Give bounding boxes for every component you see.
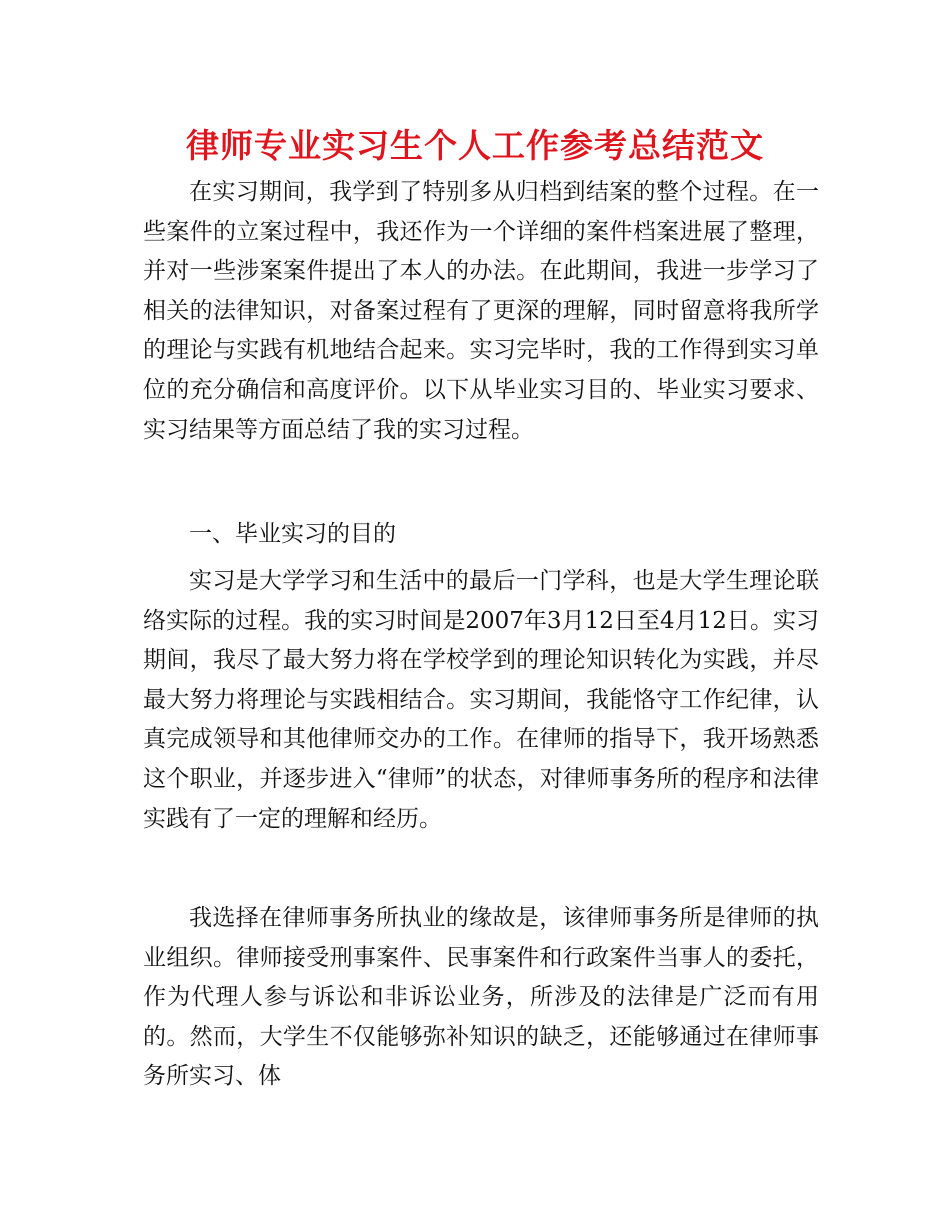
paragraph-text: 我选择在律师事务所执业的缘故是，该律师事务所是律师的执业组织。律师接受刑事案件、民事案件和行政案件当事人的委托，作为代理人参与诉讼和非诉讼业务，所涉及的法律是广泛而有用的。然而，大学生不仅能够弥补知识的缺乏，还能够通过在律师事务所实习、体 <box>143 905 819 1090</box>
paragraph-text: 在实习期间，我学到了特别多从归档到结案的整个过程。在一些案件的立案过程中，我还作为一个详细的案件档案进展了整理，并对一些涉案案件提出了本人的办法。在此期间，我进一步学习了相关的法律知识，对备案过程有了更深的理解，同时留意将我所学的理论与实践有机地结合起来。实习完毕时，我的工作得到实习单位的充分确信和高度评价。以下从毕业实习目的、毕业实习要求、实习结果等方面总结了我的实习过程。 <box>143 179 819 443</box>
paragraph-purpose <box>143 562 819 839</box>
document-title: 律师专业实习生个人工作参考总结范文 <box>186 126 764 165</box>
section-heading <box>143 515 819 555</box>
section-heading-text: 一、毕业实习的目的 <box>189 521 396 547</box>
paragraph-text: 实习是大学学习和生活中的最后一门学科，也是大学生理论联络实际的过程。我的实习时间是2007年3月12日至4月12日。实习期间，我尽了最大努力将在学校学到的理论知识转化为实践，并尽最大努力将理论与实践相结合。实习期间，我能恪守工作纪律，认真完成领导和其他律师交办的工作。在律师的指导下，我开场熟悉这个职业，并逐步进入“律师”的状态，对律师事务所的程序和法律实践有了一定的理解和经历。 <box>143 568 819 832</box>
paragraph-intro <box>143 173 819 450</box>
paragraph-reason <box>143 899 819 1097</box>
